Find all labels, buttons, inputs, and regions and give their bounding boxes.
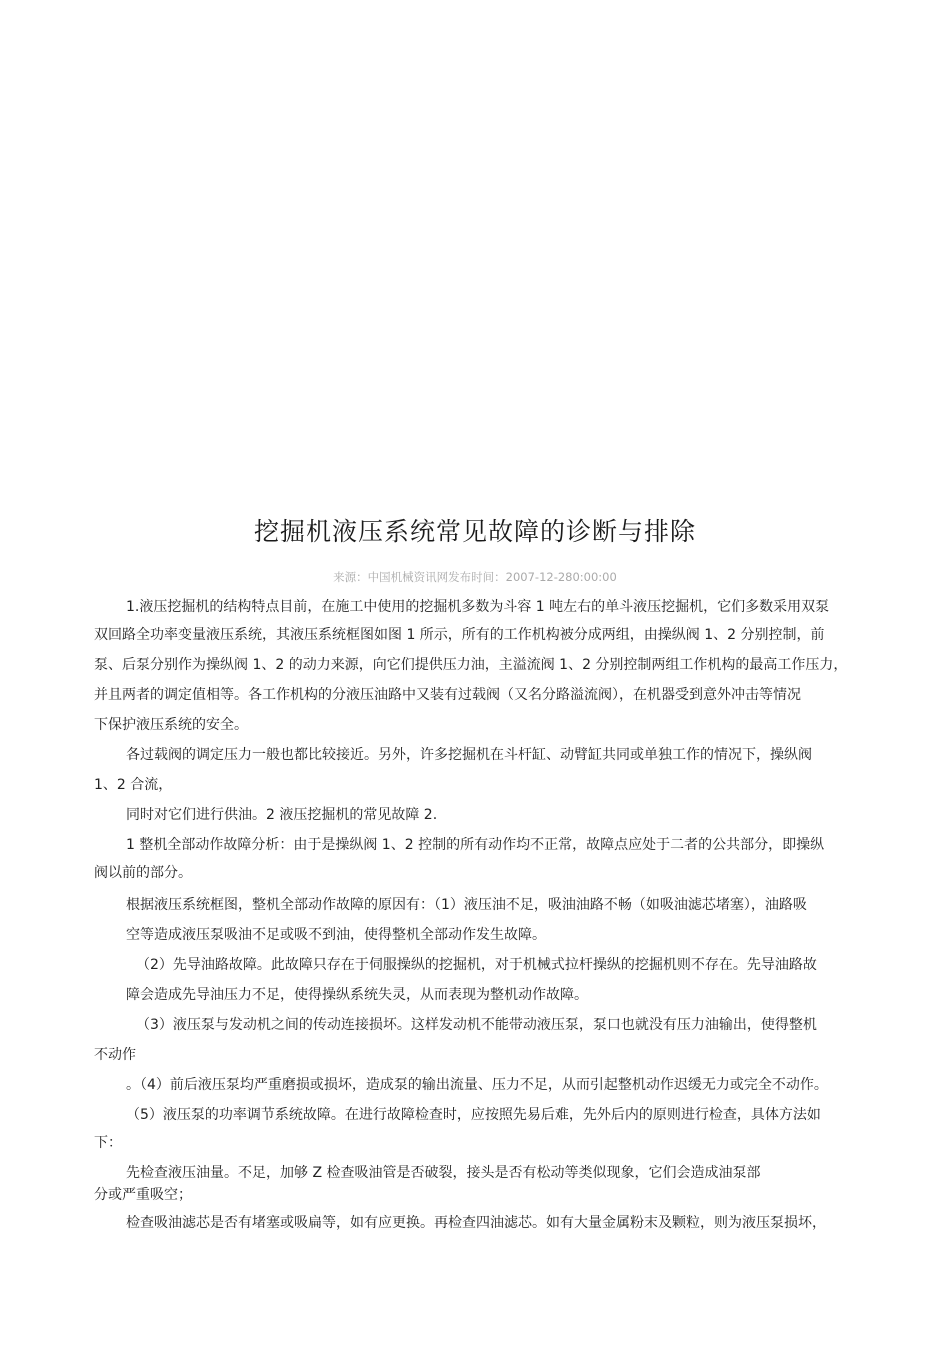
body-line: 1 整机全部动作故障分析：由于是操纵阀 1、2 控制的所有动作均不正常，故障点应处于二者的公共部分，即操纵 [126,837,825,853]
body-line: 分或严重吸空； [94,1187,192,1203]
body-line: 下保护液压系统的安全。 [94,717,248,733]
body-line: （3）液压泵与发动机之间的传动连接损坏。这样发动机不能带动液压泵，泵口也就没有压力油输出，使得整机 [136,1017,817,1033]
body-line: 先检查液压油量。不足，加够 Z 检查吸油管是否破裂，接头是否有松动等类似现象，它们会造成油泵部 [126,1165,761,1181]
body-line: 检查吸油滤芯是否有堵塞或吸扁等，如有应更换。再检查四油滤芯。如有大量金属粉末及颗粒，则为液压泵损坏， [126,1215,826,1231]
body-line: （5）液压泵的功率调节系统故障。在进行故障检查时，应按照先易后难，先外后内的原则进行检查，具体方法如 [126,1107,821,1123]
body-line: 空等造成液压泵吸油不足或吸不到油，使得整机全部动作发生故障。 [126,927,546,943]
body-line: 下： [94,1135,122,1151]
body-line: 不动作 [94,1047,136,1063]
body-line: 。（4）前后液压泵均严重磨损或损坏，造成泵的输出流量、压力不足，从而引起整机动作迟缓无力或完全不动作。 [126,1077,828,1093]
body-line: 同时对它们进行供油。2 液压挖掘机的常见故障 2. [126,807,438,823]
document-meta: 来源：中国机械资讯网发布时间：2007-12-280:00:00 [333,570,617,584]
document-title: 挖掘机液压系统常见故障的诊断与排除 [253,517,696,546]
body-line: 各过载阀的调定压力一般也都比较接近。另外，许多挖掘机在斗杆缸、动臂缸共同或单独工作的情况下，操纵阀 [126,747,812,763]
body-line: 障会造成先导油压力不足，使得操纵系统失灵，从而表现为整机动作故障。 [126,987,588,1003]
body-line: 并且两者的调定值相等。各工作机构的分液压油路中又装有过载阀（又名分路溢流阀），在机器受到意外冲击等情况 [94,687,801,703]
body-line: 双回路全功率变量液压系统，其液压系统框图如图 1 所示，所有的工作机构被分成两组，由操纵阀 1、2 分别控制，前 [94,627,825,643]
body-line: （2）先导油路故障。此故障只存在于伺服操纵的挖掘机，对于机械式拉杆操纵的挖掘机则不存在。先导油路故 [136,957,817,973]
body-line: 1.液压挖掘机的结构特点目前，在施工中使用的挖掘机多数为斗容 1 吨左右的单斗液压挖掘机，它们多数采用双泵 [126,599,830,615]
body-line: 根据液压系统框图，整机全部动作故障的原因有：（1）液压油不足，吸油油路不畅（如吸油滤芯堵塞），油路吸 [126,897,807,913]
body-line: 1、2 合流， [94,777,173,793]
body-line: 泵、后泵分别作为操纵阀 1、2 的动力来源，向它们提供压力油，主溢流阀 1、2 分别控制两组工作机构的最高工作压力， [94,657,848,673]
body-line: 阀以前的部分。 [94,865,192,881]
